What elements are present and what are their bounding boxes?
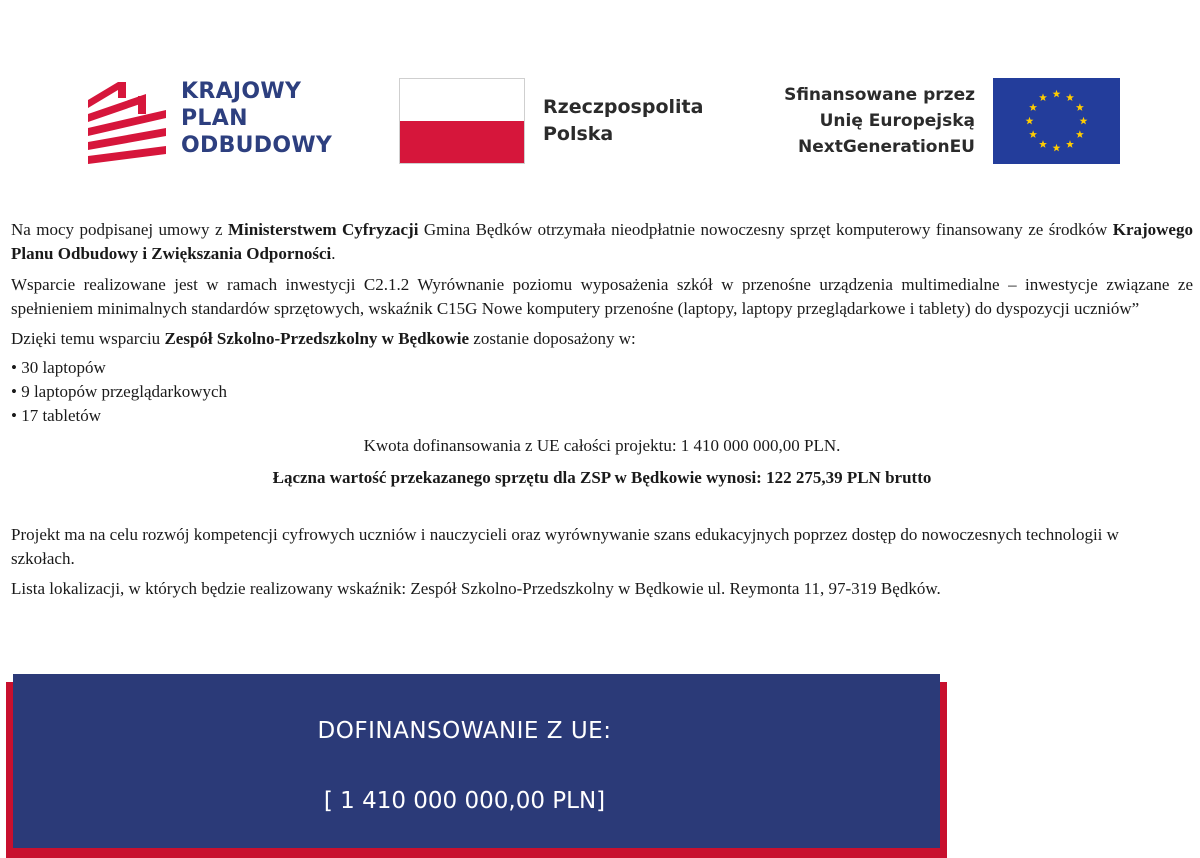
intro-text-1: Na mocy podpisanej umowy z bbox=[11, 220, 228, 239]
poland-flag-icon bbox=[399, 78, 525, 164]
kpo-line-3: ODBUDOWY bbox=[181, 133, 333, 158]
beneficiary-text-1: Dzięki temu wsparciu bbox=[11, 329, 165, 348]
kpo-mark-icon bbox=[88, 78, 166, 168]
eu-logo bbox=[760, 78, 1120, 168]
poland-logo bbox=[399, 78, 719, 168]
intro-ministry: Ministerstwem Cyfryzacji bbox=[227, 220, 419, 239]
equipment-value-line: Łączna wartość przekazanego sprzętu dla ZSP w Będkowie wynosi: 122 275,39 PLN brutto bbox=[272, 468, 932, 487]
poland-wordmark bbox=[543, 94, 703, 148]
investment-paragraph: Wsparcie realizowane jest w ramach inwestycji C2.1.2 Wyrównanie poziomu wyposażenia szkół w przenośne urządzenia multimedialne – inwestycje związane ze spełnieniem minimalnych standardów sprzętowych, wskaźnik C15G Nowe komputery przenośne (laptopy, laptopy przeglądarkowe i tablety) do dyspozycji uczniów” bbox=[11, 275, 1193, 318]
eu-line-2: Unię Europejską bbox=[819, 111, 975, 131]
document-body bbox=[11, 218, 1193, 601]
funding-amount-line: Kwota dofinansowania z UE całości projektu: 1 410 000 000,00 PLN. bbox=[363, 436, 841, 455]
beneficiary-paragraph bbox=[11, 327, 1193, 351]
intro-paragraph bbox=[11, 218, 1193, 266]
kpo-wordmark bbox=[181, 78, 332, 159]
eu-line-3: NextGenerationEU bbox=[798, 137, 975, 157]
eu-line-1: Sfinansowane przez bbox=[784, 85, 975, 105]
intro-program: Krajowego Planu Odbudowy i Zwiększania Odporności bbox=[11, 220, 1193, 263]
poland-line-1: Rzeczpospolita bbox=[543, 96, 704, 118]
logo-bar bbox=[0, 0, 1200, 190]
banner-amount: [ 1 410 000 000,00 PLN] bbox=[323, 788, 606, 814]
banner-title: DOFINANSOWANIE Z UE: bbox=[317, 718, 612, 744]
location-paragraph: Lista lokalizacji, w których będzie realizowany wskaźnik: Zespół Szkolno-Przedszkolny w Będkowie ul. Reymonta 11, 97-319 Będków. bbox=[11, 579, 941, 598]
intro-text-2: Gmina Będków otrzymała nieodpłatnie nowoczesny sprzęt komputerowy finansowany ze środków bbox=[418, 220, 1113, 239]
eu-flag-icon bbox=[993, 78, 1120, 164]
intro-text-3: . bbox=[331, 244, 336, 263]
kpo-logo bbox=[88, 78, 358, 168]
list-item: • 9 laptopów przeglądarkowych bbox=[11, 380, 1193, 404]
beneficiary-text-2: zostanie doposażony w: bbox=[469, 329, 636, 348]
beneficiary-school: Zespół Szkolno-Przedszkolny w Będkowie bbox=[164, 329, 470, 348]
eu-wordmark bbox=[784, 82, 975, 160]
list-item: • 30 laptopów bbox=[11, 356, 1193, 380]
funding-banner bbox=[13, 674, 940, 848]
kpo-line-2: PLAN bbox=[181, 106, 248, 131]
equipment-list bbox=[11, 356, 1193, 428]
list-item: • 17 tabletów bbox=[11, 404, 1193, 428]
poland-line-2: Polska bbox=[543, 123, 614, 145]
kpo-line-1: KRAJOWY bbox=[181, 79, 302, 104]
project-goal-paragraph: Projekt ma na celu rozwój kompetencji cyfrowych uczniów i nauczycieli oraz wyrównywanie szans edukacyjnych poprzez dostęp do nowoczesnych technologii w szkołach. bbox=[11, 525, 1119, 568]
